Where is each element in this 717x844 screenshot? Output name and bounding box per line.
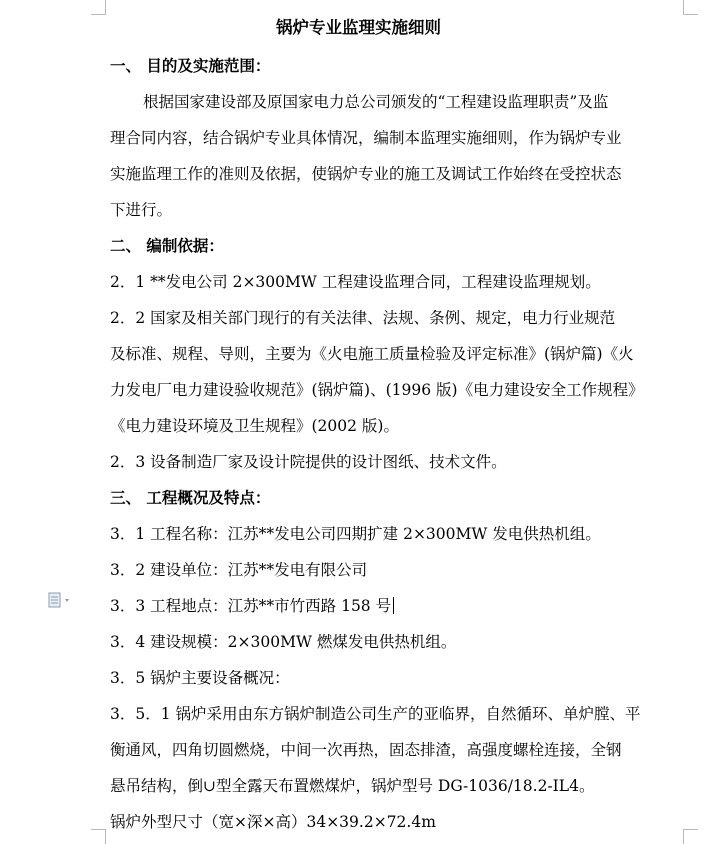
paragraph-line: 及标准、规程、导则，主要为《火电施工质量检验及评定标准》(锅炉篇)《火 — [110, 345, 634, 363]
paragraph-layout-icon[interactable] — [48, 592, 78, 608]
paragraph-line: 根据国家建设部及原国家电力总公司颁发的“工程建设监理职责”及监 — [143, 93, 609, 111]
paragraph-line: 悬吊结构，倒∪型全露天布置燃煤炉，锅炉型号 DG-1036/18.2-IL4。 — [110, 777, 595, 795]
paragraph-line: 2．2 国家及相关部门现行的有关法律、法规、条例、规定，电力行业规范 — [110, 309, 616, 327]
paragraph-line: 下进行。 — [110, 201, 173, 219]
paragraph-line: 3．4 建设规模：2×300MW 燃煤发电供热机组。 — [110, 633, 457, 651]
paragraph-line: 力发电厂电力建设验收规范》(锅炉篇)、(1996 版)《电力建设安全工作规程》 — [110, 381, 644, 399]
paragraph-line: 3．2 建设单位：江苏**发电有限公司 — [110, 561, 368, 579]
paragraph-line-with-cursor[interactable] — [110, 596, 394, 616]
paragraph-text: 3．3 工程地点：江苏**市竹西路 158 号 — [110, 597, 392, 615]
paragraph-line: 实施监理工作的准则及依据，使锅炉专业的施工及调试工作始终在受控状态 — [110, 165, 622, 183]
text-cursor — [393, 597, 394, 614]
section-heading-3: 三、 工程概况及特点： — [110, 488, 271, 507]
paragraph-line: 2．1 **发电公司 2×300MW 工程建设监理合同，工程建设监理规划。 — [110, 273, 601, 291]
page-corner-mark — [91, 0, 106, 15]
paragraph-line: 锅炉外型尺寸（宽×深×高）34×39.2×72.4m — [110, 813, 436, 831]
paragraph-line: 衡通风，四角切圆燃烧，中间一次再热，固态排渣，高强度螺栓连接，全钢 — [110, 741, 622, 759]
page-corner-mark — [683, 829, 698, 844]
section-heading-2: 二、 编制依据： — [110, 236, 224, 255]
paragraph-line: 3．1 工程名称：江苏**发电公司四期扩建 2×300MW 发电供热机组。 — [110, 525, 601, 543]
section-heading-1: 一、 目的及实施范围： — [110, 56, 271, 75]
page-corner-mark — [683, 0, 698, 15]
document-title: 锅炉专业监理实施细则 — [276, 18, 441, 37]
paragraph-line: 3．5 锅炉主要设备概况： — [110, 669, 290, 687]
paragraph-line: 2．3 设备制造厂家及设计院提供的设计图纸、技术文件。 — [110, 453, 507, 471]
paragraph-line: 《电力建设环境及卫生规程》(2002 版)。 — [110, 417, 399, 435]
page-corner-mark — [91, 829, 106, 844]
paragraph-line: 理合同内容，结合锅炉专业具体情况，编制本监理实施细则，作为锅炉专业 — [110, 129, 622, 147]
paragraph-line: 3．5．1 锅炉采用由东方锅炉制造公司生产的亚临界，自然循环、单炉膛、平 — [110, 705, 641, 723]
